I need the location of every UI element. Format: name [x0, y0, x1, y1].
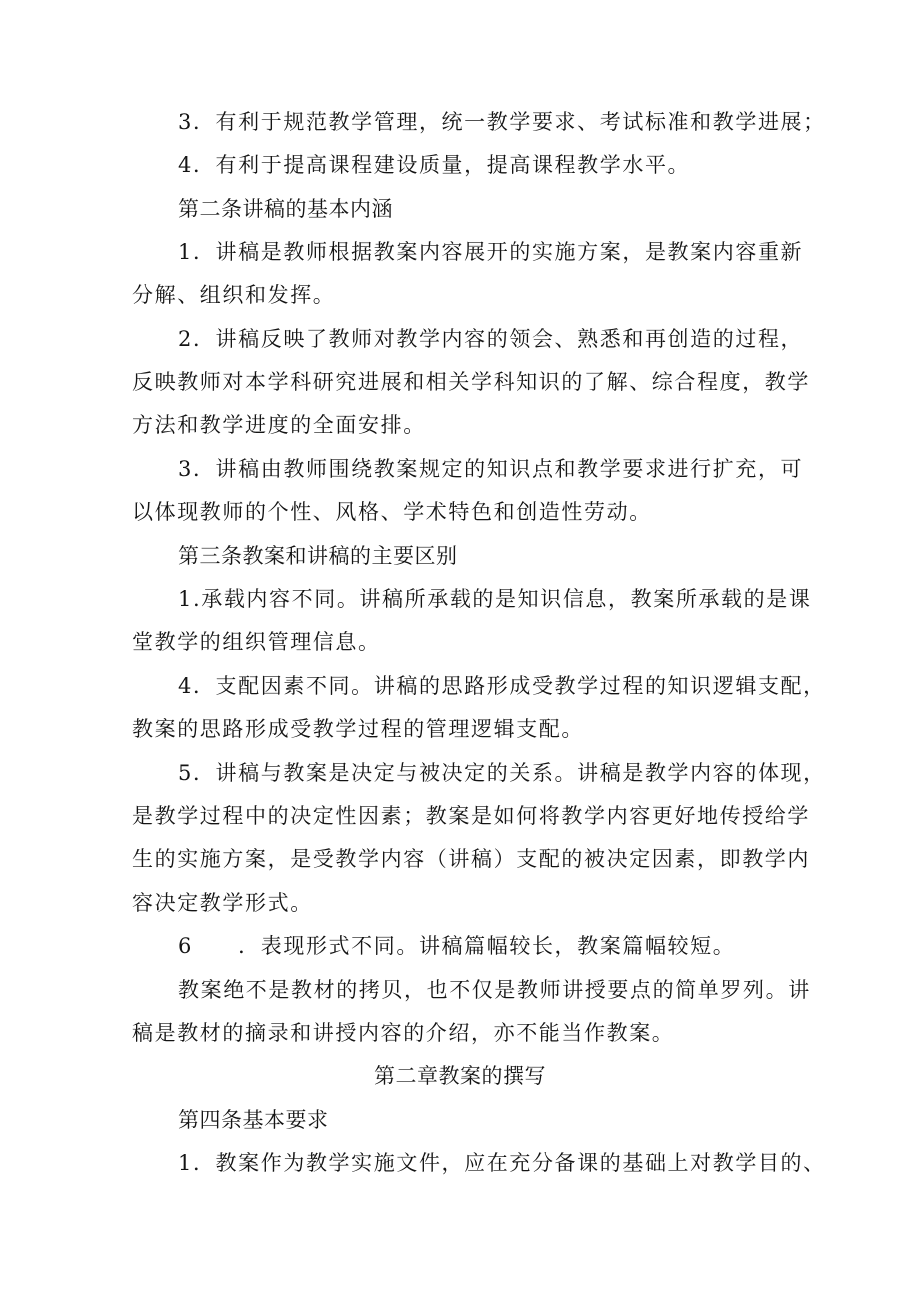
paragraph-line: 反映教师对本学科研究进展和相关学科知识的了解、综合程度，教学 — [132, 370, 810, 394]
paragraph-line: 容决定教学形式。 — [132, 891, 313, 915]
paragraph-line: 堂教学的组织管理信息。 — [132, 630, 381, 654]
paragraph-line: 是教学过程中的决定性因素；教案是如何将教学内容更好地传授给学 — [132, 804, 810, 828]
paragraph-line: 1．教案作为教学实施文件，应在充分备课的基础上对教学目的、 — [178, 1151, 826, 1175]
paragraph-item-3: 3．有利于规范教学管理，统一教学要求、考试标准和教学进展； — [178, 110, 826, 134]
paragraph-line: 教案绝不是教材的拷贝，也不仅是教师讲授要点的简单罗列。讲 — [178, 978, 811, 1002]
paragraph-line: 教案的思路形成受教学过程的管理逻辑支配。 — [132, 717, 584, 741]
paragraph-item-4: 4．有利于提高课程建设质量，提高课程教学水平。 — [178, 153, 691, 177]
paragraph-line: 6 ．表现形式不同。讲稿篇幅较长，教案篇幅较短。 — [178, 934, 736, 958]
section-heading-article-3: 第三条教案和讲稿的主要区别 — [178, 544, 458, 568]
paragraph-line: 生的实施方案，是受教学内容（讲稿）支配的被决定因素，即教学内 — [132, 847, 810, 871]
paragraph-line: 以体现教师的个性、风格、学术特色和创造性劳动。 — [132, 500, 652, 524]
paragraph-line: 3．讲稿由教师围绕教案规定的知识点和教学要求进行扩充，可 — [178, 457, 804, 481]
paragraph-line: 1．讲稿是教师根据教案内容展开的实施方案，是教案内容重新 — [178, 240, 804, 264]
paragraph-line: 2．讲稿反映了教师对教学内容的领会、熟悉和再创造的过程， — [178, 327, 804, 351]
paragraph-line: 分解、组织和发挥。 — [132, 283, 336, 307]
paragraph-line: 1.承载内容不同。讲稿所承载的是知识信息，教案所承载的是课 — [178, 587, 812, 611]
paragraph-line: 稿是教材的摘录和讲授内容的介绍，亦不能当作教案。 — [132, 1021, 675, 1045]
paragraph-line: 5．讲稿与教案是决定与被决定的关系。讲稿是教学内容的体现， — [178, 761, 826, 785]
chapter-heading: 第二章教案的撰写 — [374, 1064, 546, 1088]
paragraph-line: 方法和教学进度的全面安排。 — [132, 413, 426, 437]
paragraph-line: 4．支配因素不同。讲稿的思路形成受教学过程的知识逻辑支配， — [178, 674, 826, 698]
section-heading-article-4: 第四条基本要求 — [178, 1108, 329, 1132]
section-heading-article-2: 第二条讲稿的基本内涵 — [178, 197, 393, 221]
